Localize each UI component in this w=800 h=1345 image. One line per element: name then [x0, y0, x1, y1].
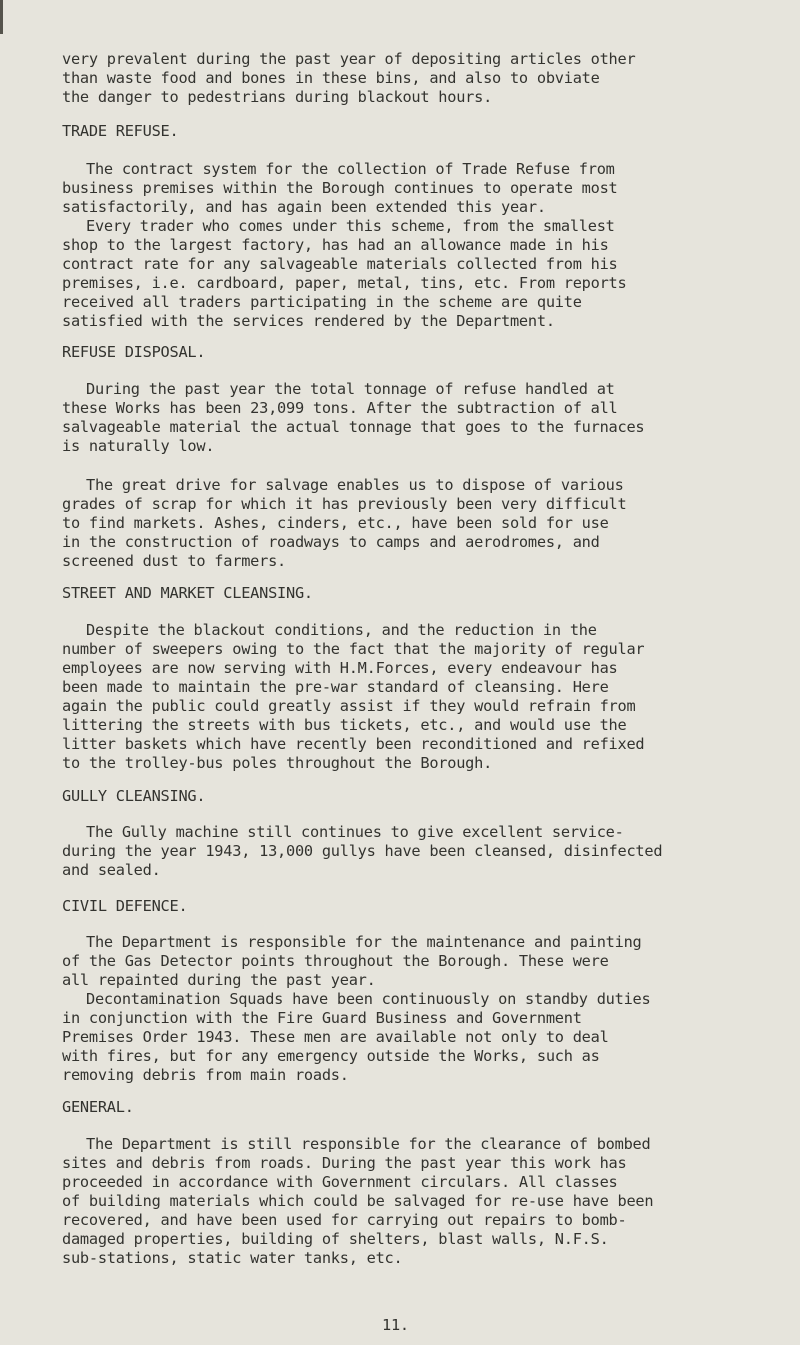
text-line: to the trolley-bus poles throughout the Borough.: [62, 754, 493, 772]
text-line: than waste food and bones in these bins, and also to obviate: [62, 69, 600, 87]
section-heading-gully-cleansing: GULLY CLEANSING.: [62, 787, 206, 805]
street-cleansing-paragraph: [62, 621, 644, 773]
text-line: to find markets. Ashes, cinders, etc., have been sold for use: [62, 514, 609, 532]
text-line: sites and debris from roads. During the past year this work has: [62, 1154, 627, 1172]
text-line: employees are now serving with H.M.Forces, every endeavour has: [62, 659, 618, 677]
refuse-disposal-paragraph-1: [62, 380, 644, 456]
text-line: premises, i.e. cardboard, paper, metal, tins, etc. From reports: [62, 274, 627, 292]
text-line: Every trader who comes under this scheme, from the smallest: [86, 217, 615, 235]
text-line: screened dust to farmers.: [62, 552, 286, 570]
text-line: very prevalent during the past year of depositing articles other: [62, 50, 636, 68]
text-line: recovered, and have been used for carrying out repairs to bomb-: [62, 1211, 627, 1229]
general-paragraph: [62, 1135, 653, 1268]
text-line: the danger to pedestrians during blackout hours.: [62, 88, 493, 106]
section-heading-general: GENERAL.: [62, 1098, 134, 1116]
text-line: During the past year the total tonnage of refuse handled at: [86, 380, 615, 398]
text-line: contract rate for any salvageable materials collected from his: [62, 255, 618, 273]
text-line: received all traders participating in the scheme are quite: [62, 293, 582, 311]
text-line: again the public could greatly assist if they would refrain from: [62, 697, 636, 715]
text-line: with fires, but for any emergency outside the Works, such as: [62, 1047, 600, 1065]
text-line: number of sweepers owing to the fact that the majority of regular: [62, 640, 645, 658]
text-line: Despite the blackout conditions, and the reduction in the: [86, 621, 597, 639]
text-line: satisfactorily, and has again been extended this year.: [62, 198, 546, 216]
text-line: litter baskets which have recently been reconditioned and refixed: [62, 735, 645, 753]
text-line: damaged properties, building of shelters, blast walls, N.F.S.: [62, 1230, 609, 1248]
text-line: proceeded in accordance with Government circulars. All classes: [62, 1173, 618, 1191]
text-line: been made to maintain the pre-war standard of cleansing. Here: [62, 678, 609, 696]
page-number: 11.: [382, 1316, 409, 1334]
text-line: The contract system for the collection of Trade Refuse from: [86, 160, 615, 178]
refuse-disposal-paragraph-2: [62, 476, 626, 571]
text-line: satisfied with the services rendered by the Department.: [62, 312, 555, 330]
text-line: these Works has been 23,099 tons. After the subtraction of all: [62, 399, 618, 417]
text-line: littering the streets with bus tickets, etc., and would use the: [62, 716, 627, 734]
intro-paragraph: [62, 50, 635, 107]
text-line: of the Gas Detector points throughout the Borough. These were: [62, 952, 609, 970]
text-line: The great drive for salvage enables us to dispose of various: [86, 476, 624, 494]
text-line: of building materials which could be salvaged for re-use have been: [62, 1192, 654, 1210]
civil-defence-paragraph: [62, 933, 650, 1085]
text-line: in conjunction with the Fire Guard Business and Government: [62, 1009, 582, 1027]
text-line: The Department is responsible for the maintenance and painting: [86, 933, 642, 951]
text-line: removing debris from main roads.: [62, 1066, 349, 1084]
section-heading-trade-refuse: TRADE REFUSE.: [62, 122, 179, 140]
text-line: business premises within the Borough continues to operate most: [62, 179, 618, 197]
text-line: shop to the largest factory, has had an allowance made in his: [62, 236, 609, 254]
text-line: is naturally low.: [62, 437, 215, 455]
text-line: Premises Order 1943. These men are available not only to deal: [62, 1028, 609, 1046]
text-line: and sealed.: [62, 861, 161, 879]
text-line: The Gully machine still continues to give excellent service-: [86, 823, 624, 841]
trade-refuse-paragraph: [62, 160, 626, 331]
section-heading-refuse-disposal: REFUSE DISPOSAL.: [62, 343, 206, 361]
text-line: grades of scrap for which it has previously been very difficult: [62, 495, 627, 513]
text-line: during the year 1943, 13,000 gullys have been cleansed, disinfected: [62, 842, 663, 860]
text-line: in the construction of roadways to camps and aerodromes, and: [62, 533, 600, 551]
gully-cleansing-paragraph: [62, 823, 662, 880]
scan-edge-mark: [0, 0, 3, 34]
text-line: salvageable material the actual tonnage that goes to the furnaces: [62, 418, 645, 436]
text-line: all repainted during the past year.: [62, 971, 376, 989]
section-heading-civil-defence: CIVIL DEFENCE.: [62, 897, 188, 915]
text-line: The Department is still responsible for the clearance of bombed: [86, 1135, 651, 1153]
section-heading-street-market-cleansing: STREET AND MARKET CLEANSING.: [62, 584, 313, 602]
text-line: sub-stations, static water tanks, etc.: [62, 1249, 403, 1267]
text-line: Decontamination Squads have been continuously on standby duties: [86, 990, 651, 1008]
